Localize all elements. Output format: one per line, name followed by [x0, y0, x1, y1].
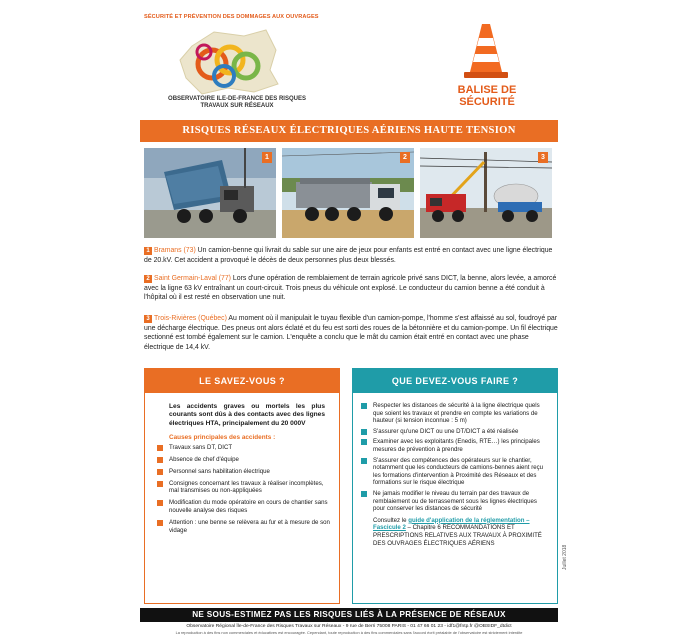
photo-number: 2	[400, 152, 410, 163]
incident-place: Saint Germain-Laval (77)	[154, 275, 231, 282]
footer-legal: La reproduction à des fins non commerciales et éducatives est encouragée. Cependant, toute reproduction à des fins commerciales sans l'accord écrit préalable de l'observatoire est strictement interdite	[175, 629, 523, 635]
footer-contact: Observatoire Régional Île-de-France des Risques Travaux sur Réseaux - 9 rue de Berri 75008 PARIS - 01 47 66 01 23 - idf1@fntp.fr @OBSIDF_dtdict	[186, 624, 512, 629]
balise-line2: SÉCURITÉ	[459, 96, 515, 108]
list-item: Ne jamais modifier le niveau du terrain par des travaux de remblaiement ou de terrassement sous les lignes électriques pour conserver les distances de sécurité	[361, 490, 549, 513]
causes-heading: Causes principales des accidents :	[169, 434, 276, 442]
causes-list	[157, 444, 331, 534]
que-faire-header: QUE DEVEZ-VOUS FAIRE ?	[353, 369, 557, 393]
bullet-square-icon	[157, 500, 163, 506]
incident-text: Lors d'une opération de remblaiement de terrain agricole privé sans DICT, la benne, alors levée, a amorcé avec la ligne 63 kV entraînant un court-circuit. Trois pneus du véhicule ont explosé. Le conducteur du camion benne a été conduit à l'hôpital où il est resté en observation une nuit.	[144, 275, 557, 302]
savez-vous-box	[144, 368, 340, 604]
photo-3	[420, 148, 552, 238]
bullet-square-icon	[157, 445, 163, 451]
bullet-square-icon	[361, 439, 367, 445]
list-item: S'assurer qu'une DICT ou une DT/DICT a été réalisée	[361, 428, 549, 436]
list-item: Consignes concernant les travaux à réaliser incomplètes, mal transmises ou non-appliquées	[157, 480, 331, 496]
bullet-square-icon	[361, 429, 367, 435]
list-item: Absence de chef d'équipe	[157, 456, 331, 464]
observatoire-logo	[174, 26, 284, 98]
warning-banner: NE SOUS-ESTIMEZ PAS LES RISQUES LIÉS À LA PRÉSENCE DE RÉSEAUX	[140, 608, 558, 622]
incident-place: Trois-Rivières (Québec)	[154, 315, 227, 322]
list-item: Modification du mode opératoire en cours de chantier sans nouvelle analyse des risques	[157, 499, 331, 515]
guide-link[interactable]: guide d'application de la réglementation – Fascicule 2	[373, 516, 530, 532]
footer	[140, 624, 558, 635]
savez-vous-header: LE SAVEZ-VOUS ?	[145, 369, 339, 393]
list-item: Examiner avec les exploitants (Enedis, RTE…) les principales mesures de prévention à prendre	[361, 438, 549, 453]
photo-2	[282, 148, 414, 238]
photo-2-image	[282, 148, 414, 238]
todo-list	[361, 402, 549, 513]
incident-number: 3	[144, 315, 152, 323]
bullet-square-icon	[157, 469, 163, 475]
photo-number: 3	[538, 152, 548, 163]
incident-3	[144, 314, 558, 352]
incident-text: Un camion-benne qui livrait du sable sur une aire de jeux pour enfants est entré en contact avec une ligne électrique de 20.kV. Cet accident a provoqué le décès de deux personnes plus deux blessés.	[144, 247, 553, 264]
list-item: Personnel sans habilitation électrique	[157, 468, 331, 476]
traffic-cone-icon	[464, 22, 508, 80]
bullet-square-icon	[157, 457, 163, 463]
balise-label	[442, 84, 532, 108]
photo-3-image	[420, 148, 552, 238]
bullet-square-icon	[361, 458, 367, 464]
list-item: Attention : une benne se relèvera au fur et à mesure de son vidage	[157, 519, 331, 535]
bullet-square-icon	[361, 403, 367, 409]
header-kicker: SÉCURITÉ ET PRÉVENTION DES DOMMAGES AUX OUVRAGES	[144, 14, 319, 20]
safety-sheet	[134, 10, 568, 638]
savez-vous-intro: Les accidents graves ou mortels les plus courants sont dûs à des contacts avec des lignes électriques HTA, principalement du 20 000V	[169, 403, 325, 427]
balise-line1: BALISE DE	[457, 84, 517, 96]
list-item: Travaux sans DT, DICT	[157, 444, 331, 452]
list-item: Respecter les distances de sécurité à la ligne électrique quels que soient les travaux et prendre en compte les variations de hauteur (si tension inconnue : 5 m)	[361, 402, 549, 425]
que-faire-box	[352, 368, 558, 604]
incident-text: Au moment où il manipulait le tuyau flexible d'un camion-pompe, l'homme s'est affaissé au sol, foudroyé par une décharge électrique. Des pneus ont alors éclaté et du feu est sorti des roues de la bétonnière et du camion-pompe. Un fil électrique sectionné est tombé également sur le camion. L'enquête a conclu que le mât du camion était entré en contact avec une phase électrique de 14,4 kV.	[144, 315, 558, 351]
incident-number: 2	[144, 275, 152, 283]
bullet-square-icon	[157, 481, 163, 487]
incident-place: Bramans (73)	[154, 247, 196, 254]
photo-number: 1	[262, 152, 272, 163]
edition-date: Juillet 2018	[562, 544, 568, 570]
bullet-square-icon	[157, 520, 163, 526]
logo-text: OBSERVATOIRE ILE-DE-FRANCE DES RISQUES TRAVAUX SUR RÉSEAUX	[168, 96, 306, 109]
photo-1-image	[144, 148, 276, 238]
incident-number: 1	[144, 247, 152, 255]
page-title: RISQUES RÉSEAUX ÉLECTRIQUES AÉRIENS HAUTE TENSION	[140, 120, 558, 142]
photo-1	[144, 148, 276, 238]
list-item: S'assurer des compétences des opérateurs sur le chantier, notamment que les conducteurs de camions-bennes aient reçu les formations d'intervention à Proximité des Réseaux et des formations sur le risque électrique	[361, 457, 549, 487]
bullet-square-icon	[361, 491, 367, 497]
incident-1	[144, 246, 558, 265]
incident-2	[144, 274, 558, 303]
consult-note: Consultez le guide d'application de la réglementation – Fascicule 2 – Chapitre 6 RECOMMANDATIONS ET PRESCRIPTIONS RELATIVES AUX TRAVAUX À PROXIMITÉ DES OUVRAGES ÉLECTRIQUES AÉRIENS	[373, 516, 542, 547]
